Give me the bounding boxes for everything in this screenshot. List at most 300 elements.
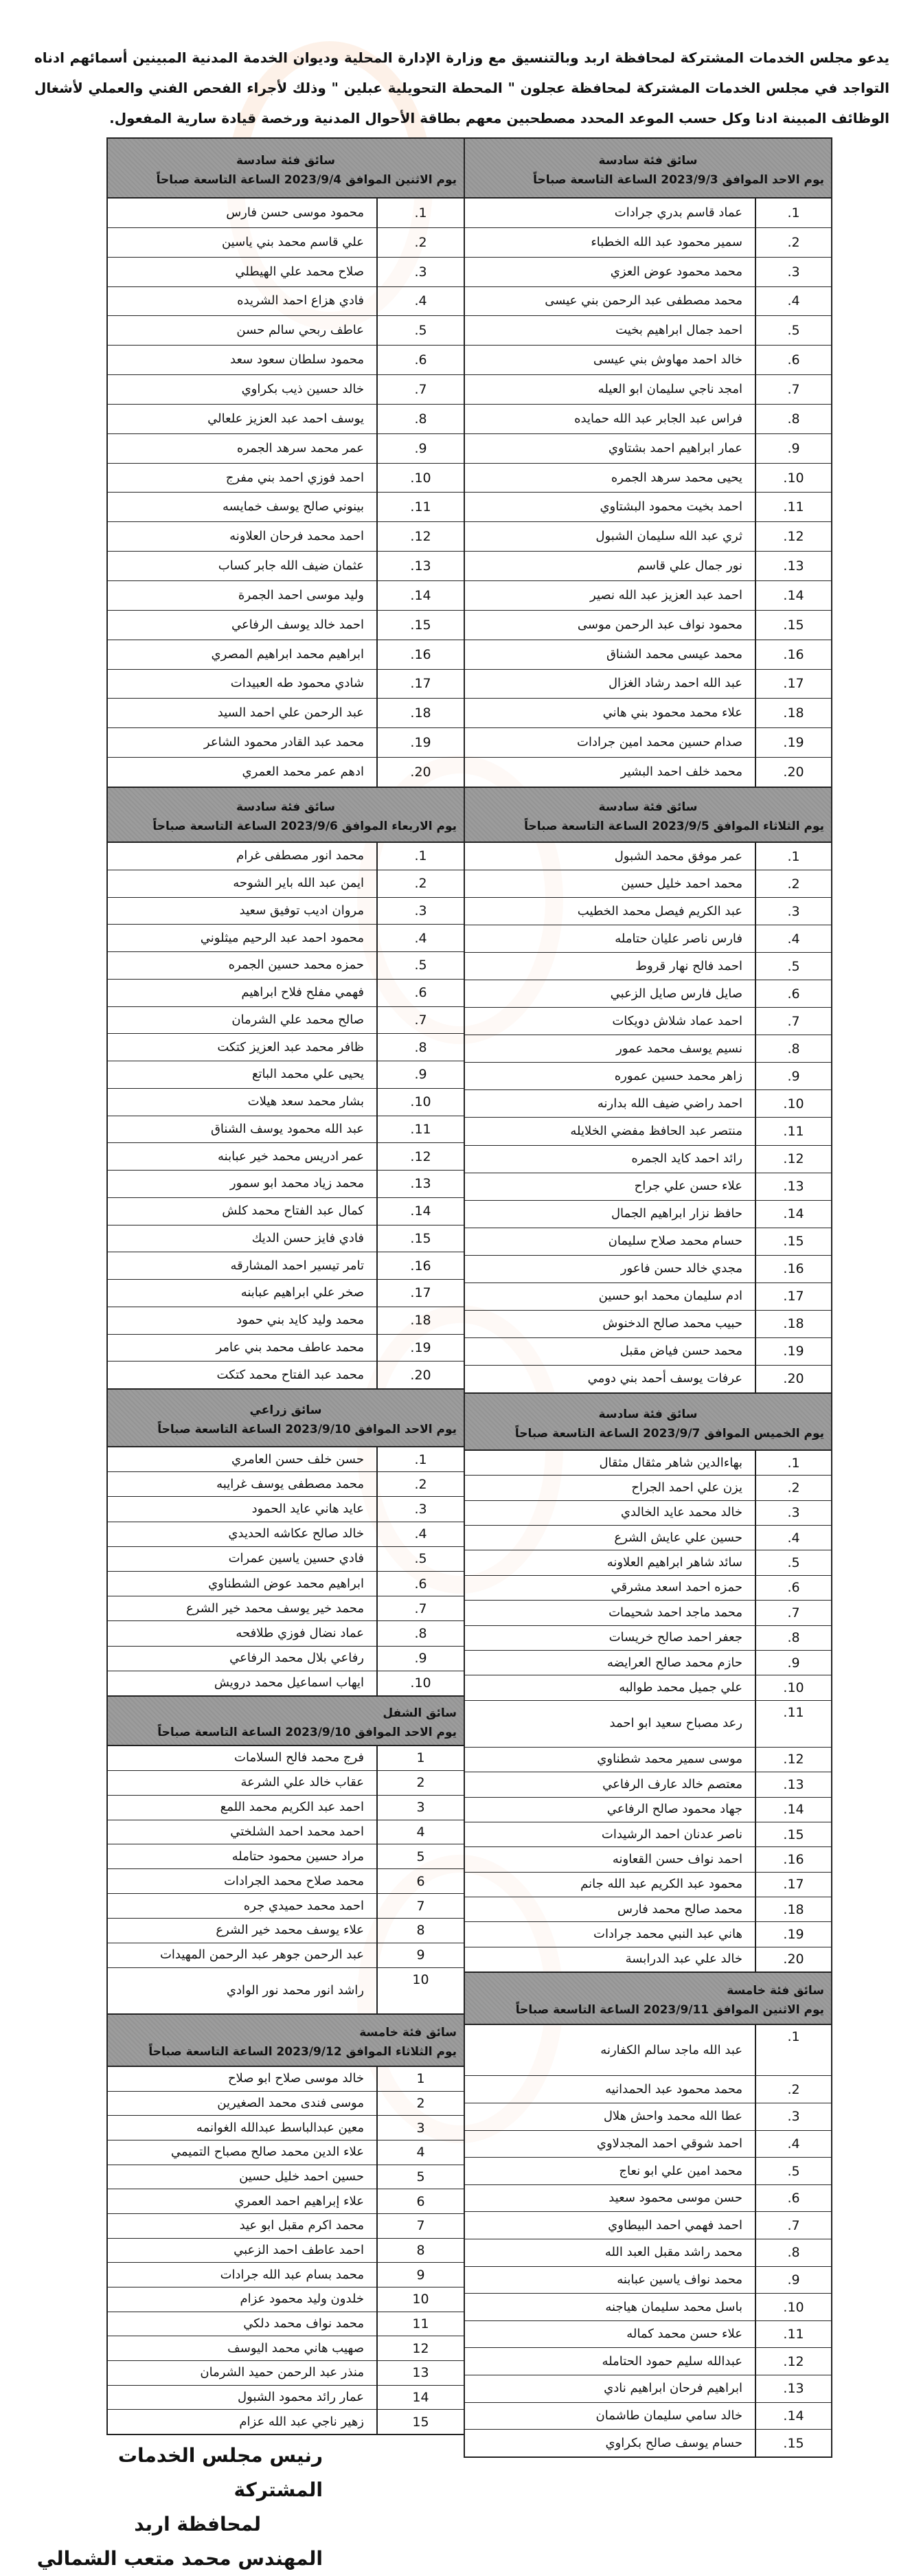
candidate-name: محمد مصطفى يوسف غرايبه bbox=[216, 1476, 364, 1491]
row-number: 6. bbox=[376, 980, 464, 1006]
row-number: 15. bbox=[376, 611, 464, 640]
row-number: 13. bbox=[376, 1171, 464, 1197]
section-header bbox=[108, 2015, 464, 2067]
row-number: 10 bbox=[376, 2287, 464, 2312]
candidate-name: محمد خير يوسف محمد خير الشرع bbox=[185, 1601, 364, 1616]
candidate-name: فراس عبد الجابر عبد الله حمايده bbox=[574, 411, 742, 426]
table-row bbox=[108, 287, 464, 317]
row-number: 17. bbox=[376, 1280, 464, 1307]
candidate-name: محمد عيسى محمد الشناق bbox=[606, 646, 742, 662]
row-number: 14. bbox=[755, 1798, 831, 1822]
table-row bbox=[465, 2348, 831, 2375]
intro-line: يدعو مجلس الخدمات المشتركة لمحافظة اربد وبالتنسيق مع وزارة الإدارة المحلية وديوان الخدمة المدنية المبينين أسمائهم ادناه bbox=[34, 49, 889, 66]
candidate-name: حسين احمد خليل حسين bbox=[239, 2169, 364, 2184]
row-number: 17. bbox=[755, 1283, 831, 1310]
candidate-name: عبد الله محمود يوسف الشناق bbox=[210, 1121, 364, 1136]
table-row bbox=[465, 2212, 831, 2239]
section-date: يوم الاثنين الموافق 2023/9/4 الساعة التاسعة صباحاً bbox=[156, 172, 457, 187]
table-row bbox=[108, 1844, 464, 1869]
candidate-name: حسن موسى محمود سعيد bbox=[609, 2191, 742, 2206]
names-table bbox=[108, 843, 464, 1388]
table-row bbox=[108, 2410, 464, 2434]
table-row bbox=[108, 1116, 464, 1144]
table-row bbox=[108, 1596, 464, 1621]
section-header bbox=[465, 1394, 831, 1451]
signature-name: المهندس محمد متعب الشمالي bbox=[36, 2547, 323, 2570]
table-row bbox=[108, 375, 464, 405]
row-number: 14. bbox=[376, 1198, 464, 1225]
table-row bbox=[465, 843, 831, 870]
table-row bbox=[465, 464, 831, 493]
candidate-name: خالد حسين ذيب بكراوي bbox=[241, 381, 364, 396]
row-number: 11. bbox=[755, 1118, 831, 1144]
row-number: 13. bbox=[376, 552, 464, 580]
row-number: 5. bbox=[376, 952, 464, 979]
names-table bbox=[108, 2067, 464, 2434]
row-number: 4 bbox=[376, 1820, 464, 1844]
row-number: 10. bbox=[376, 1671, 464, 1695]
row-number: 14. bbox=[755, 2403, 831, 2430]
candidate-name: علاء محمد محمود بني هاني bbox=[602, 705, 742, 721]
table-row bbox=[108, 1943, 464, 1968]
schedule-section bbox=[464, 1971, 832, 2458]
candidate-name: محمود احمد عبد الرحيم ميثلوني bbox=[200, 930, 364, 945]
candidate-name: حسين علي عايش الشرع bbox=[614, 1530, 742, 1545]
row-number: 14. bbox=[376, 581, 464, 610]
table-row bbox=[108, 405, 464, 434]
table-row bbox=[465, 2185, 831, 2213]
table-row bbox=[465, 228, 831, 258]
table-row bbox=[465, 1772, 831, 1797]
candidate-name: ايمن عبد الله باير الشوحه bbox=[233, 876, 364, 891]
table-row bbox=[465, 2267, 831, 2294]
row-number: 10. bbox=[755, 1675, 831, 1699]
table-row bbox=[108, 843, 464, 870]
table-row bbox=[108, 1472, 464, 1497]
names-table bbox=[108, 199, 464, 787]
table-row bbox=[108, 1280, 464, 1307]
table-row bbox=[465, 2103, 831, 2131]
row-number: 14 bbox=[376, 2386, 464, 2410]
section-date: يوم الاحد الموافق 2023/9/10 الساعة التاسعة صباحاً bbox=[157, 1726, 457, 1739]
row-number: 19. bbox=[755, 1338, 831, 1365]
row-number: 17. bbox=[376, 670, 464, 699]
section-category: سائق فئة سادسة bbox=[598, 153, 698, 168]
row-number: 15. bbox=[376, 1225, 464, 1252]
row-number: 16. bbox=[376, 1252, 464, 1279]
table-row bbox=[108, 2165, 464, 2190]
table-row bbox=[108, 1447, 464, 1472]
row-number: 4. bbox=[755, 925, 831, 952]
candidate-name: خالد موسى صلاح ابو صلاح bbox=[227, 2071, 364, 2086]
row-number: 6 bbox=[376, 2189, 464, 2213]
candidate-name: بشار محمد سعد هيلات bbox=[247, 1094, 364, 1109]
table-row bbox=[465, 1008, 831, 1035]
candidate-name: عماد نضال فوزي طلافحه bbox=[236, 1626, 364, 1641]
table-row bbox=[108, 1671, 464, 1695]
row-number: 13. bbox=[755, 1173, 831, 1200]
row-number: 2. bbox=[755, 870, 831, 897]
signature-title: رنيس مجلس الخدمات المشتركة bbox=[117, 2444, 323, 2501]
candidate-name: عطا الله محمد واحش هلال bbox=[603, 2109, 742, 2124]
candidate-name: محمد زياد محمد ابو سمور bbox=[229, 1176, 364, 1191]
candidate-name: فرج محمد فالح السلامات bbox=[234, 1750, 364, 1765]
table-row bbox=[465, 2131, 831, 2158]
schedule-section bbox=[106, 2013, 465, 2435]
candidate-name: امجد ناجي سليمان ابو العيله bbox=[598, 381, 742, 396]
candidate-name: ابراهيم فرحان ابراهيم نادي bbox=[604, 2381, 742, 2396]
table-row bbox=[465, 1173, 831, 1201]
row-number: 16. bbox=[755, 640, 831, 669]
names-table bbox=[108, 1746, 464, 2013]
signature-governorate: لمحافظة اربد bbox=[134, 2513, 261, 2535]
candidate-name: محمود نواف عبد الرحمن موسى bbox=[577, 617, 742, 632]
row-number: 6 bbox=[376, 1869, 464, 1893]
table-row bbox=[108, 1621, 464, 1646]
candidate-name: جهاد محمود صالح الرفاعي bbox=[606, 1802, 742, 1817]
row-number: 8. bbox=[376, 1034, 464, 1061]
table-row bbox=[108, 2239, 464, 2263]
candidate-name: محمد مصطفى عبد الرحمن بني عيسى bbox=[545, 293, 742, 308]
row-number: 6. bbox=[755, 346, 831, 374]
row-number: 1. bbox=[755, 199, 831, 227]
row-number: 7 bbox=[376, 1894, 464, 1918]
table-row bbox=[108, 1171, 464, 1198]
candidate-name: عمر موفق محمد الشبول bbox=[614, 848, 742, 863]
table-row bbox=[108, 258, 464, 287]
candidate-name: صهيب هاني محمد اليوسف bbox=[227, 2340, 364, 2355]
intro-line: الوظائف المبينة ادنا وكل حسب الموعد المحدد مصطحبين معهم بطاقة الأحوال المدنية ورخصة قيادة سارية المفعول. bbox=[109, 110, 889, 126]
table-row bbox=[465, 1576, 831, 1601]
candidate-name: نور جمال علي قاسم bbox=[637, 558, 742, 574]
candidate-name: يزن علي احمد الجراح bbox=[631, 1480, 742, 1495]
candidate-name: خالد علي عبد الدرابسة bbox=[625, 1952, 742, 1967]
table-row bbox=[465, 1798, 831, 1822]
table-row bbox=[465, 699, 831, 728]
table-row bbox=[108, 2361, 464, 2386]
row-number: 20. bbox=[376, 758, 464, 787]
table-row bbox=[465, 346, 831, 375]
candidate-name: ايهاب اسماعيل محمد درويش bbox=[214, 1675, 364, 1691]
row-number: 16. bbox=[755, 1847, 831, 1871]
candidate-name: محمد حسن فياض مقبل bbox=[619, 1344, 742, 1359]
table-row bbox=[465, 1847, 831, 1872]
table-row bbox=[108, 2214, 464, 2239]
candidate-name: علاء يوسف محمد خير الشرع bbox=[216, 1923, 364, 1938]
table-row bbox=[465, 287, 831, 317]
table-row bbox=[465, 1550, 831, 1575]
section-category: سائق فئة سادسة bbox=[598, 800, 698, 814]
section-header bbox=[465, 1973, 831, 2025]
candidate-name: محمد محمود عبد الحمدانيه bbox=[605, 2081, 742, 2097]
candidate-name: زهير ناجي عبد الله عزام bbox=[239, 2414, 364, 2429]
candidate-name: محمد عبد الفتاح محمد كتكت bbox=[216, 1367, 364, 1382]
section-header bbox=[108, 1697, 464, 1746]
table-row bbox=[108, 1307, 464, 1335]
table-row bbox=[108, 493, 464, 522]
table-row bbox=[108, 758, 464, 787]
candidate-name: ثري عبد الله سليمان الشبول bbox=[595, 529, 742, 544]
table-row bbox=[465, 1526, 831, 1550]
section-date: يوم الاحد الموافق 2023/9/3 الساعة التاسعة صباحاً bbox=[533, 172, 824, 187]
table-row bbox=[465, 581, 831, 611]
candidate-name: علي قاسم محمد بني ياسين bbox=[221, 234, 364, 249]
table-row bbox=[108, 1869, 464, 1894]
names-table bbox=[465, 2025, 831, 2456]
table-row bbox=[108, 925, 464, 952]
candidate-name: ابراهيم محمد ابراهيم المصري bbox=[211, 646, 364, 662]
table-row bbox=[108, 1497, 464, 1522]
row-number: 1. bbox=[376, 199, 464, 227]
row-number: 12. bbox=[376, 522, 464, 551]
candidate-name: عقاب خالد علي الشرعة bbox=[240, 1775, 364, 1790]
row-number: 15. bbox=[755, 2430, 831, 2456]
row-number: 20. bbox=[755, 1947, 831, 1971]
row-number: 11. bbox=[755, 2321, 831, 2348]
candidate-name: احمد فهمي احمد البيطاوي bbox=[608, 2217, 742, 2233]
row-number: 11. bbox=[376, 493, 464, 521]
row-number: 9. bbox=[376, 1647, 464, 1671]
candidate-name: محمود موسى حسن فارس bbox=[226, 205, 364, 220]
table-row bbox=[108, 611, 464, 640]
row-number: 6. bbox=[755, 980, 831, 1007]
candidate-name: احمد محمد احمد الشلختي bbox=[230, 1824, 364, 1839]
row-number: 8. bbox=[755, 405, 831, 433]
candidate-name: يوسف احمد عبد العزيز علعالي bbox=[207, 411, 364, 426]
row-number: 8. bbox=[755, 1626, 831, 1650]
candidate-name: فهمي مفلح فلاح ابراهيم bbox=[241, 985, 364, 1000]
candidate-name: ناصر عدنان احمد الرشيدات bbox=[601, 1827, 742, 1842]
candidate-name: عرفات يوسف أحمد بني دومي bbox=[587, 1371, 742, 1386]
table-row bbox=[108, 1919, 464, 1943]
row-number: 4. bbox=[376, 1522, 464, 1546]
row-number: 1 bbox=[376, 2067, 464, 2091]
candidate-name: عمر ادريس محمد خير عبابنه bbox=[218, 1149, 364, 1164]
table-row bbox=[108, 1143, 464, 1171]
candidate-name: احمد فالح نهار قروط bbox=[635, 958, 742, 973]
row-number: 13. bbox=[755, 2375, 831, 2402]
table-row bbox=[465, 1256, 831, 1283]
candidate-name: محمد صالح محمد فارس bbox=[617, 1901, 742, 1917]
table-row bbox=[108, 1007, 464, 1035]
table-row bbox=[465, 1651, 831, 1675]
table-row bbox=[465, 728, 831, 758]
row-number: 5 bbox=[376, 2165, 464, 2189]
candidate-name: احمد محمد حميدي جره bbox=[243, 1898, 364, 1913]
candidate-name: نسيم يوسف محمد عمور bbox=[616, 1041, 742, 1056]
row-number: 15 bbox=[376, 2410, 464, 2434]
candidate-name: محمد بسام عبد الله جرادات bbox=[220, 2267, 364, 2282]
candidate-name: احمد فوزي احمد بني مفرج bbox=[225, 470, 364, 485]
table-row bbox=[465, 1873, 831, 1897]
table-row bbox=[108, 728, 464, 758]
row-number: 19. bbox=[376, 728, 464, 757]
names-table bbox=[465, 1451, 831, 1971]
table-row bbox=[108, 699, 464, 728]
section-category: سائق الشفل bbox=[383, 1706, 457, 1720]
section-date: يوم الاربعاء الموافق 2023/9/6 الساعة التاسعة صباحاً bbox=[152, 820, 457, 833]
row-number: 2 bbox=[376, 1771, 464, 1795]
row-number: 18. bbox=[755, 1897, 831, 1921]
section-date: يوم الثلاثاء الموافق 2023/9/12 الساعة التاسعة صباحاً bbox=[148, 2045, 457, 2059]
row-number: 3 bbox=[376, 2116, 464, 2140]
section-header bbox=[108, 788, 464, 843]
candidate-name: يحيى محمد سرهد الجمره bbox=[611, 470, 742, 485]
candidate-name: علاء حسن علي جراح bbox=[634, 1179, 742, 1194]
schedule-section bbox=[106, 1388, 465, 1697]
table-row bbox=[465, 640, 831, 670]
table-row bbox=[108, 952, 464, 980]
table-row bbox=[465, 2025, 831, 2076]
candidate-name: يحيى علي محمد الباتع bbox=[251, 1067, 364, 1082]
row-number: 13. bbox=[755, 1772, 831, 1796]
candidate-name: رعد مصباح سعيد ابو احمد bbox=[609, 1716, 742, 1731]
row-number: 11. bbox=[755, 1701, 831, 1747]
candidate-name: فادي حسين ياسين عمرات bbox=[228, 1551, 364, 1566]
section-header bbox=[108, 139, 464, 199]
table-row bbox=[108, 1089, 464, 1116]
row-number: 17. bbox=[755, 1873, 831, 1897]
row-number: 5. bbox=[755, 316, 831, 345]
row-number: 14. bbox=[755, 1201, 831, 1228]
candidate-name: راشد انور محمد نور الوادي bbox=[226, 1982, 364, 1998]
table-row bbox=[465, 1501, 831, 1526]
row-number: 6. bbox=[376, 1572, 464, 1596]
candidate-name: حمزه محمد حسين الجمره bbox=[228, 958, 364, 973]
candidate-name: محمد عاطف محمد بني عامر bbox=[216, 1340, 364, 1355]
candidate-name: احمد شوقي احمد المجدلاوي bbox=[596, 2136, 742, 2151]
candidate-name: خالد صالح عكاشه الحديدي bbox=[228, 1526, 364, 1541]
table-row bbox=[108, 670, 464, 699]
row-number: 20. bbox=[755, 1366, 831, 1392]
candidate-name: جعفر احمد صالح خريسات bbox=[609, 1630, 742, 1645]
candidate-name: فادي هزاع احمد الشريده bbox=[237, 293, 364, 308]
table-row bbox=[465, 1476, 831, 1500]
candidate-name: محمد وليد كايد بني حمود bbox=[236, 1313, 364, 1328]
row-number: 6. bbox=[755, 1576, 831, 1600]
table-row bbox=[108, 1335, 464, 1362]
row-number: 10. bbox=[755, 1090, 831, 1117]
intro-line: التواجد في مجلس الخدمات المشتركة لمحافظة عجلون " المحطة التحويلية عبلين " وذلك لأجراء الفحص الفني والعملي لأشغال bbox=[34, 80, 889, 96]
row-number: 4. bbox=[376, 287, 464, 316]
candidate-name: محمد نواف ياسين عبابنه bbox=[617, 2272, 742, 2287]
table-row bbox=[465, 870, 831, 898]
candidate-name: محمد امين علي ابو نعاج bbox=[619, 2163, 742, 2178]
table-row bbox=[465, 1601, 831, 1625]
table-row bbox=[465, 1118, 831, 1145]
table-row bbox=[465, 1063, 831, 1090]
table-row bbox=[465, 1146, 831, 1173]
candidate-name: صايل فارس صايل الزعبي bbox=[610, 986, 742, 1001]
candidate-name: ادم سليمان محمد ابو حسين bbox=[598, 1289, 742, 1304]
table-row bbox=[108, 2116, 464, 2140]
row-number: 5. bbox=[755, 953, 831, 980]
table-row bbox=[108, 316, 464, 346]
row-number: 5. bbox=[376, 316, 464, 345]
row-number: 2. bbox=[755, 1476, 831, 1500]
table-row bbox=[465, 1311, 831, 1338]
candidate-name: ابراهيم محمد عوض الشطناوي bbox=[208, 1576, 364, 1591]
candidate-name: موسى سمير محمد شطناوي bbox=[597, 1752, 742, 1767]
row-number: 9 bbox=[376, 1943, 464, 1967]
candidate-name: فارس ناصر عليان حتامله bbox=[615, 931, 742, 946]
row-number: 10 bbox=[376, 1968, 464, 2013]
row-number: 9. bbox=[376, 1061, 464, 1088]
candidate-name: احمد خالد يوسف الرفاعي bbox=[231, 617, 364, 632]
candidate-name: موسى فندى محمد الصغيرين bbox=[217, 2096, 364, 2110]
table-row bbox=[108, 581, 464, 611]
row-number: 10. bbox=[376, 464, 464, 493]
row-number: 5. bbox=[755, 1550, 831, 1574]
table-row bbox=[108, 1252, 464, 1280]
row-number: 3. bbox=[376, 258, 464, 286]
candidate-name: محمد محمود عوض العزي bbox=[610, 264, 742, 279]
schedule-section bbox=[464, 787, 832, 1394]
candidate-name: خالد احمد مهاوش بني عيسى bbox=[593, 352, 742, 368]
row-number: 3. bbox=[755, 2103, 831, 2130]
row-number: 12. bbox=[755, 1146, 831, 1173]
table-row bbox=[465, 2375, 831, 2403]
row-number: 9. bbox=[755, 1063, 831, 1089]
candidate-name: علي جميل محمد طوالبه bbox=[619, 1680, 742, 1695]
table-row bbox=[108, 1820, 464, 1845]
table-row bbox=[465, 2403, 831, 2430]
candidate-name: عبد الله احمد رشاد الغزال bbox=[608, 676, 742, 691]
candidate-name: عايد هاني عايد الحمود bbox=[251, 1502, 364, 1516]
row-number: 12. bbox=[376, 1143, 464, 1170]
section-header bbox=[108, 1390, 464, 1447]
candidate-name: محمد خلف احمد البشير bbox=[620, 764, 742, 779]
row-number: 2. bbox=[376, 870, 464, 897]
candidate-name: محمود عبد الكريم عبد الله جانم bbox=[580, 1877, 742, 1892]
candidate-name: هاني عبد النبي محمد جرادات bbox=[593, 1926, 742, 1941]
table-row bbox=[465, 758, 831, 787]
row-number: 8. bbox=[376, 1621, 464, 1645]
table-row bbox=[108, 2336, 464, 2361]
candidate-name: محمد انور مصطفى غرام bbox=[236, 848, 364, 863]
row-number: 2. bbox=[376, 1472, 464, 1496]
table-row bbox=[465, 1947, 831, 1971]
schedule-section bbox=[106, 137, 465, 788]
table-row bbox=[465, 1922, 831, 1947]
schedule-section bbox=[464, 137, 832, 788]
candidate-name: احمد بخيت محمود البشتاوي bbox=[600, 499, 742, 515]
row-number: 9. bbox=[755, 2267, 831, 2294]
row-number: 12. bbox=[755, 1748, 831, 1772]
table-row bbox=[108, 2092, 464, 2116]
table-row bbox=[465, 2430, 831, 2456]
table-row bbox=[108, 434, 464, 464]
section-category: سائق زراعي bbox=[249, 1403, 322, 1417]
row-number: 12. bbox=[755, 522, 831, 551]
row-number: 2. bbox=[755, 2076, 831, 2103]
candidate-name: كمال عبد الفتاح محمد كلش bbox=[222, 1204, 364, 1219]
row-number: 8 bbox=[376, 1919, 464, 1943]
table-row bbox=[108, 2140, 464, 2165]
table-row bbox=[108, 1572, 464, 1596]
table-row bbox=[108, 464, 464, 493]
candidate-name: عبد الرحمن علي احمد السيد bbox=[217, 705, 364, 721]
row-number: 11 bbox=[376, 2312, 464, 2336]
candidate-name: محمد ماجد احمد شحيمات bbox=[609, 1605, 742, 1620]
table-row bbox=[108, 870, 464, 898]
section-date: يوم الثلاثاء الموافق 2023/9/5 الساعة التاسعة صباحاً bbox=[524, 820, 824, 833]
table-row bbox=[108, 2263, 464, 2287]
table-row bbox=[108, 2287, 464, 2312]
table-row bbox=[465, 953, 831, 980]
table-row bbox=[108, 346, 464, 375]
row-number: 10. bbox=[755, 2294, 831, 2320]
